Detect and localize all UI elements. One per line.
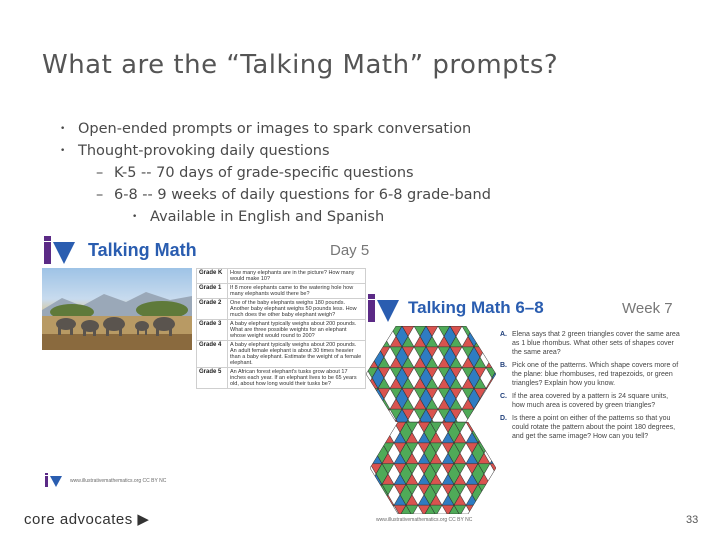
- grade-question: A baby elephant typically weighs about 200 pounds. An adult female elephant is about 30 times heavier than a baby elephant. Estimate the weight of a female elephant.: [228, 341, 366, 368]
- footer-brand: core advocates ▶: [24, 511, 150, 528]
- talking-math-68-card: [366, 290, 686, 530]
- grade-question: An African forest elephant's tusks grow about 17 inches each year. If an elephant lives to be 65 years old, about how long would their tusks be?: [228, 368, 366, 389]
- question-list: [500, 330, 682, 445]
- bullet-marker: •: [60, 124, 66, 134]
- im-logo-icon: [42, 236, 78, 264]
- bullet-text: Available in English and Spanish: [150, 209, 385, 225]
- tessellation-pattern-top: [366, 326, 496, 426]
- page-number: 33: [686, 514, 699, 526]
- day-label: Day 5: [330, 242, 370, 259]
- grade-label: Grade 3: [197, 320, 228, 341]
- bullet-marker: –: [96, 187, 104, 203]
- question-letter: C.: [500, 393, 507, 400]
- grade-label: Grade 1: [197, 284, 228, 299]
- grade-question: One of the baby elephants weighs 180 pounds. Another baby elephant weighs 50 pounds less. How much does the other baby elephant weigh?: [228, 299, 366, 320]
- bullet-marker: –: [96, 165, 104, 181]
- grade-label: Grade 4: [197, 341, 228, 368]
- card-title: Talking Math: [88, 240, 197, 260]
- question-text: Elena says that 2 green triangles cover the same area as 1 blue rhombus. What other sets of shapes cover the same area?: [512, 331, 680, 356]
- pattern-block-image: [370, 422, 496, 514]
- im-logo-small: [44, 472, 66, 491]
- list-item: [500, 330, 682, 357]
- im-logo-icon: [366, 294, 402, 322]
- bullet-text: Open-ended prompts or images to spark conversation: [78, 121, 472, 137]
- tessellation-pattern-bottom: [370, 422, 496, 518]
- bullet-list: [60, 118, 491, 228]
- table-row: [197, 320, 366, 341]
- question-letter: B.: [500, 362, 507, 369]
- table-row: [197, 269, 366, 284]
- sub-bullet-item: [60, 162, 491, 184]
- bullet-item: [60, 118, 491, 140]
- question-letter: D.: [500, 415, 507, 422]
- grade-label: Grade 5: [197, 368, 228, 389]
- grade-question: A baby elephant typically weighs about 200 pounds. What are three possible weights for an elephant whose weight would round to 200?: [228, 320, 366, 341]
- card-title: Talking Math 6–8: [408, 298, 544, 317]
- question-text: If the area covered by a pattern is 24 square units, how much area is covered by green triangles?: [512, 393, 669, 409]
- license-text: www.illustrativemathematics.org CC BY NC: [70, 478, 167, 484]
- license-text: www.illustrativemathematics.org CC BY NC: [376, 517, 473, 523]
- question-text: Is there a point on either of the patterns so that you could rotate the pattern about the point 180 degrees, and get the same image? How can you tell?: [512, 415, 676, 440]
- grade-question: How many elephants are in the picture? How many would make 10?: [228, 269, 366, 284]
- bullet-text: 6-8 -- 9 weeks of daily questions for 6-8 grade-band: [114, 187, 491, 203]
- elephants-image: [42, 268, 192, 350]
- list-item: [500, 361, 682, 388]
- bullet-marker: •: [60, 146, 66, 156]
- grade-question: If 8 more elephants came to the watering hole how many elephants would there be?: [228, 284, 366, 299]
- bullet-text: Thought-provoking daily questions: [78, 143, 330, 159]
- list-item: [500, 414, 682, 441]
- question-text: Pick one of the patterns. Which shape covers more of the plane: blue rhombuses, red trapezoids, or green triangles? Explain how you know.: [512, 362, 679, 387]
- bullet-item: [60, 140, 491, 162]
- table-row: [197, 368, 366, 389]
- im-logo: [42, 236, 78, 268]
- grade-label: Grade K: [197, 269, 228, 284]
- talking-math-k5-card: [42, 232, 378, 494]
- elephants-photo: [42, 268, 192, 350]
- grade-questions-table: [196, 268, 366, 389]
- bullet-marker: •: [132, 212, 138, 222]
- list-item: [500, 392, 682, 410]
- table-row: [197, 284, 366, 299]
- bullet-text: K-5 -- 70 days of grade-specific questions: [114, 165, 414, 181]
- im-logo: [366, 294, 402, 326]
- sub-sub-bullet-item: [60, 206, 491, 228]
- sub-bullet-item: [60, 184, 491, 206]
- slide-title: What are the “Talking Math” prompts?: [42, 50, 559, 80]
- pattern-block-image: [366, 326, 496, 422]
- question-letter: A.: [500, 331, 507, 338]
- table-row: [197, 299, 366, 320]
- table-row: [197, 341, 366, 368]
- week-label: Week 7: [622, 300, 673, 317]
- im-logo-small-icon: [44, 473, 66, 487]
- grade-label: Grade 2: [197, 299, 228, 320]
